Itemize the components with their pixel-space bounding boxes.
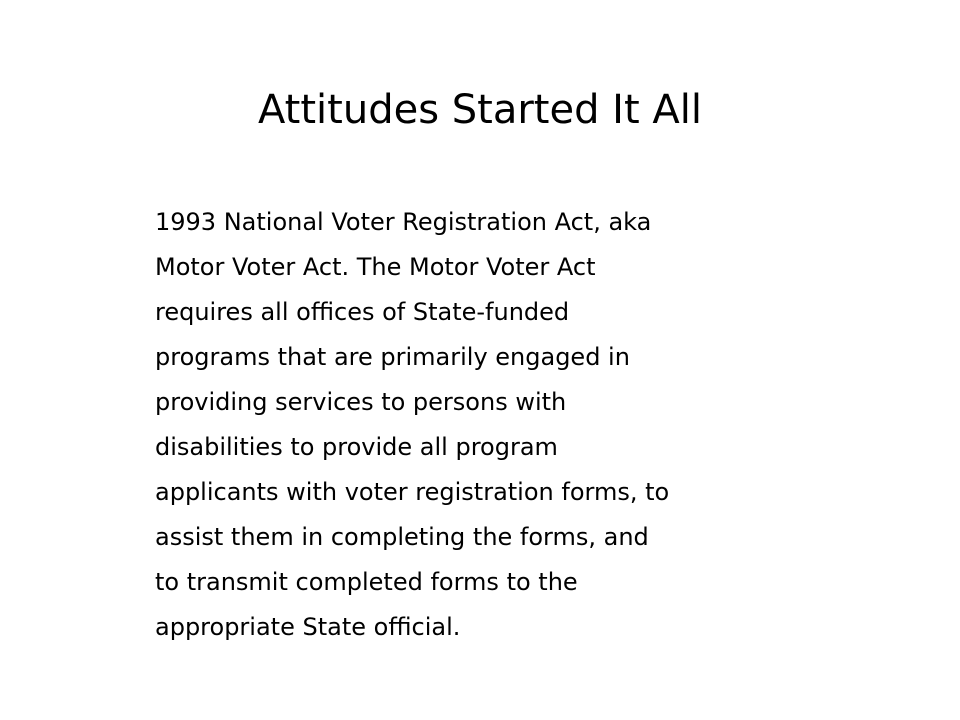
body-line: applicants with voter registration forms, to <box>155 478 670 506</box>
slide-title: Attitudes Started It All <box>258 87 702 133</box>
body-line: disabilities to provide all program <box>155 433 558 461</box>
body-line: providing services to persons with <box>155 388 567 416</box>
slide-body <box>155 200 795 650</box>
body-line: to transmit completed forms to the <box>155 568 578 596</box>
body-line: requires all offices of State-funded <box>155 298 570 326</box>
body-line: Motor Voter Act. The Motor Voter Act <box>155 253 596 281</box>
body-line: 1993 National Voter Registration Act, aka <box>155 208 652 236</box>
body-line: programs that are primarily engaged in <box>155 343 630 371</box>
body-line: assist them in completing the forms, and <box>155 523 649 551</box>
body-line: appropriate State official. <box>155 613 461 641</box>
